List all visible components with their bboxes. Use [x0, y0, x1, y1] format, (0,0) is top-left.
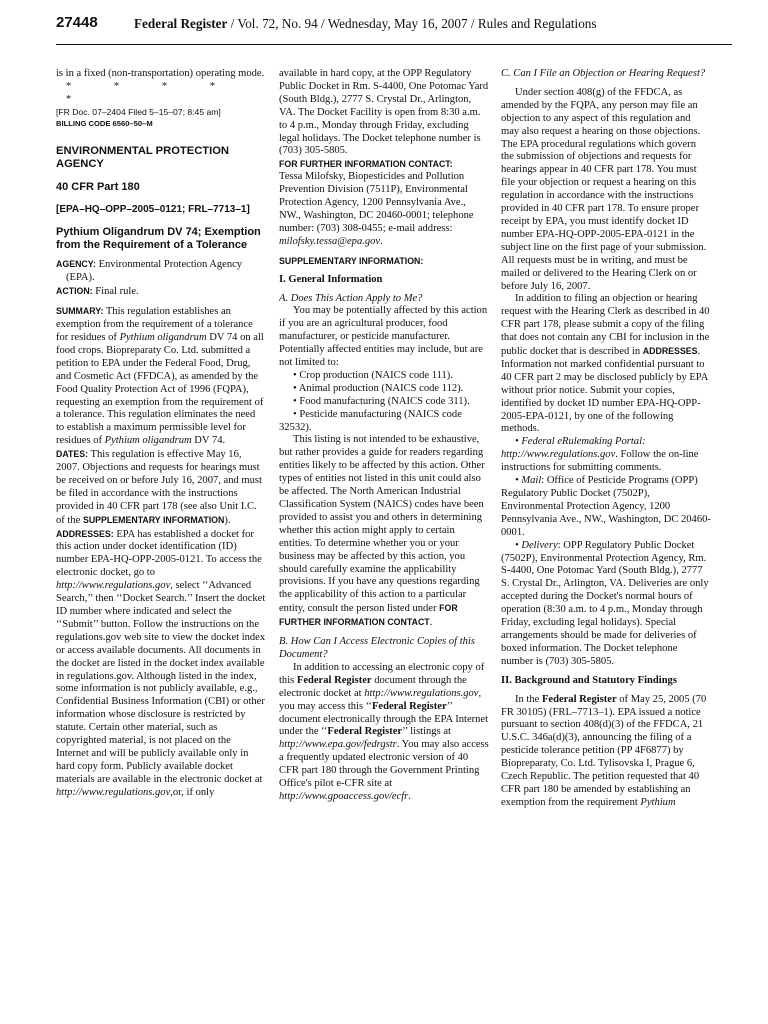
paragraph-text: of May 25, 2005 (70 FR 30105) (FRL–7713–1). EPA issued a notice pursuant to section 408(d)(3) of the FFDCA, 21 U.S.C. 346a(d)(3), announcing the filing of a pesticide tolerance petition (PP 4F6877) by Biopreparaty, Co. Ltd. Tylisovska I, Prague 6, Czech Republic. The petition requested that 40 CFR part 180 be amended by establishing an exemption from the requirement	[501, 693, 707, 808]
addresses-text: ,or, if only	[170, 786, 215, 798]
paragraph-text: .	[408, 790, 411, 802]
action-text: Final rule.	[95, 286, 139, 298]
paragraph-text: .	[429, 617, 433, 629]
publication-name: Federal Register	[296, 674, 372, 686]
section-heading: II. Background and Statutory Findings	[501, 674, 677, 686]
ellipsis-stars: * * * * *	[66, 80, 236, 105]
bullet-item: • Crop production (NAICS code 111).	[293, 369, 453, 381]
url-link[interactable]: http://www.regulations.gov	[501, 449, 616, 461]
subsection-heading: A. Does This Action Apply to Me?	[279, 292, 423, 304]
paragraph: You may be potentially affected by this action if you are an agricultural producer, food manufacturer, or pesticide manufacturer. Potentially affected entities may include, but are not limited to:	[279, 305, 488, 369]
method-item	[501, 436, 711, 475]
summary	[56, 305, 266, 448]
cfr-part: 40 CFR Part 180	[56, 180, 140, 193]
method-text: : Office of Pesticide Programs (OPP) Regulatory Public Docket (7502P), Environmental Protection Agency, 1200 Pennsylvania Ave., NW., Washington, DC 20460-0001.	[501, 475, 711, 538]
agency-field	[56, 258, 266, 285]
method-text: . Follow the on-line instructions for submitting comments.	[501, 449, 699, 474]
summary-label: SUMMARY:	[56, 306, 104, 317]
paragraph	[279, 662, 489, 804]
section-heading: I. General Information	[279, 273, 383, 285]
supplementary-label: SUPPLEMENTARY INFORMATION:	[279, 255, 424, 266]
summary-text: This regulation establishes an exemption from the requirement of a tolerance for residues of	[56, 306, 253, 343]
email-link[interactable]: milofsky.tessa@epa.gov	[279, 235, 381, 247]
summary-text: DV 74 on all food crops. Biopreparaty Co. Ltd. submitted a petition to EPA under the Federal Food, Drug, and Cosmetic Act (FFDCA), as amended by the Food Quality Protection Act of 1996 (FQPA), requesting an exemption from the requirement of a tolerance. This regulation eliminates the need to establish a maximum permissible level for residues of	[56, 331, 264, 447]
agency-text: Environmental Protection Agency (EPA).	[66, 259, 243, 284]
paragraph	[501, 293, 711, 436]
action-label: ACTION:	[56, 286, 93, 297]
billing-code: BILLING CODE 6560–50–M	[56, 118, 153, 128]
url-link[interactable]: http://www.epa.gov/fedrgstr	[279, 739, 397, 751]
bullet-item: • Food manufacturing (NAICS code 311).	[293, 395, 470, 407]
paragraph-text: , you may access this ‘‘	[279, 687, 482, 712]
addresses	[56, 528, 266, 800]
dates-label: DATES:	[56, 449, 89, 460]
url-link[interactable]: http://www.gpoaccess.gov/ecfr	[279, 790, 409, 802]
paragraph-text: This listing is not intended to be exhaustive, but rather provides a guide for readers regarding entities likely to be affected by this action. Other types of entities not listed in this unit could also be affected. The North American Industrial Classification System (NAICS) codes have been provided to assist you and others in determining whether this action might apply to certain entities. To determine whether you or your business may be affected by this action, you should carefully examine the applicability provisions. If you have any questions regarding the applicability of this action to a particular entity, consult the person listed under	[279, 434, 485, 615]
addresses-text: , select ‘‘Advanced Search,’’ then ‘‘Docket Search.’’ Insert the docket ID number where indicated and select the ‘‘Submit’’ button. Follow the instructions on the regulations.gov web site to view the docket index or access available documents. All documents in the docket are listed in the docket index available in regulations.gov. Although listed in the index, some information is not publicly available, e.g., Confidential Business Information (CBI) or other information whose disclosure is restricted by statute. Certain other material, such as copyrighted material, is not placed on the Internet and will be publicly available only in hard copy form. Publicly available docket materials are available in the electronic docket at	[56, 580, 266, 785]
url-link[interactable]: http://www.regulations.gov	[364, 687, 479, 699]
fr-doc-line: [FR Doc. 07–2404 Filed 5–15–07; 8:45 am]	[56, 106, 221, 117]
method-label: • Delivery	[515, 539, 558, 551]
publication-name: Federal Register	[327, 726, 403, 738]
paragraph: Under section 408(g) of the FFDCA, as amended by the FQPA, any person may file an objection to any aspect of this regulation and may also request a hearing on those objections. The EPA procedural regulations which govern the submission of objections and requests for hearings appear in 40 CFR part 178. You must file your objection or request a hearing on this regulation in accordance with the instructions provided in 40 CFR part 178. To ensure proper receipt by EPA, you must identify docket ID number EPA-HQ-OPP-2005-EPA-0121 in the subject line on the first page of your submission. All requests must be in writing, and must be mailed or delivered to the Hearing Clerk on or before July 16, 2007.	[501, 86, 707, 292]
addresses-text: EPA has established a docket for this action under docket identification (ID) number EPA-HQ-OPP-2005-0121. To access the electronic docket, go to	[56, 528, 262, 579]
paragraph-text: . Information not marked confidential pursuant to 40 CFR part 2 may be disclosed publicly by EPA without prior notice. Submit your copies, identified by docket ID number EPA-HQ-OPP-2005-EPA-0121, by one of the following methods.	[501, 346, 708, 435]
species-name: Pythium	[640, 796, 676, 808]
paragraph-text: In addition to accessing an electronic copy of this	[279, 661, 485, 686]
contact-text: Tessa Milofsky, Biopesticides and Pollution Prevention Division (7511P), Environmental Protection Agency, 1200 Pennsylvania Ave., NW., Washington, DC 20460-0001; telephone number: (703) 308-0455; e-mail address: milofsky.tessa@epa.gov.	[279, 171, 474, 247]
paragraph	[501, 694, 711, 810]
contact-details: Tessa Milofsky, Biopesticides and Pollution Prevention Division (7511P), Environmental Protection Agency, 1200 Pennsylvania Ave., NW., Washington, DC 20460-0001; telephone number: (703) 308-0455; e-mail address:	[279, 171, 474, 234]
column-1	[56, 68, 266, 1018]
dates	[56, 448, 266, 527]
method-text: : OPP Regulatory Public Docket (7502P), Environmental Protection Agency, Rm. S-4400, One Potomac Yard (South Bldg.), 2777 S. Crystal Dr., Arlington, VA. Deliveries are only accepted during the Docket's normal hours of operation (8:30 a.m. to 4 p.m., Monday through Friday, excluding legal holidays). Special arrangements should be made for deliveries of boxed information. The Docket telephone number is (703) 305-5805.	[501, 539, 709, 667]
docket-number: [EPA–HQ–OPP–2005–0121; FRL–7713–1]	[56, 203, 250, 215]
method-label: • Mail	[515, 475, 542, 487]
addresses-label: ADDRESSES:	[56, 528, 114, 539]
publication-name: Federal Register	[134, 16, 228, 31]
url-link[interactable]: http://www.regulations.gov	[56, 580, 171, 592]
running-head	[134, 16, 597, 32]
publication-name: Federal Register	[371, 700, 447, 712]
method-item	[501, 475, 711, 540]
column-2	[279, 68, 489, 1018]
paragraph-text: . You may also access a frequently updated electronic version of 40 CFR part 180 through the Government Printing Office's pilot e-CFR site at	[279, 739, 489, 790]
cross-reference: FOR FURTHER INFORMATION CONTACT	[279, 603, 458, 628]
summary-text: DV 74.	[194, 435, 226, 447]
subsection-heading: B. How Can I Access Electronic Copies of this Document?	[279, 636, 475, 660]
paragraph: is in a fixed (non-transportation) operating mode.	[56, 68, 265, 79]
species-name: Pythium oligandrum	[119, 331, 207, 343]
paragraph-text: In the	[515, 693, 540, 705]
publication-name: Federal Register	[541, 693, 617, 705]
dates-text: ).	[224, 514, 231, 526]
paragraph-text: document through the electronic docket at	[279, 674, 467, 699]
agency-label: AGENCY:	[56, 259, 96, 270]
method-item	[501, 540, 711, 669]
cross-reference: ADDRESSES	[642, 346, 698, 357]
page-number: 27448	[56, 14, 98, 31]
running-header	[56, 8, 732, 45]
contact-label: FOR FURTHER INFORMATION CONTACT:	[279, 159, 453, 170]
action-field	[56, 285, 266, 299]
species-name: Pythium oligandrum	[104, 435, 192, 447]
paragraph-text: In addition to filing an objection or hearing request with the Hearing Clerk as described in 40 CFR part 178, please submit a copy of the filing that does not contain any CBI for inclusion in the public docket that is described in	[501, 293, 710, 358]
bullet-item: • Pesticide manufacturing (NAICS code 32532).	[279, 408, 462, 433]
paragraph: available in hard copy, at the OPP Regulatory Public Docket in Rm. S-4400, One Potomac Yard (South Bldg.), 2777 S. Crystal Dr., Arlington, VA. The Docket Facility is open from 8:30 a.m. to 4 p.m., Monday through Friday, excluding legal holidays. The Docket telephone number is (703) 305-5805.	[279, 68, 489, 157]
rule-title: Pythium Oligandrum DV 74; Exemption from the Requirement of a Tolerance	[56, 226, 261, 252]
issue-info: / Vol. 72, No. 94 / Wednesday, May 16, 2007 / Rules and Regulations	[227, 16, 597, 31]
paragraph	[279, 434, 489, 630]
cross-reference: SUPPLEMENTARY INFORMATION	[82, 514, 225, 525]
method-label: • Federal eRulemaking Portal:	[515, 436, 646, 448]
agency-heading: ENVIRONMENTAL PROTECTION AGENCY	[56, 144, 229, 170]
bullet-item: • Animal production (NAICS code 112).	[293, 382, 464, 394]
dates-text: This regulation is effective May 16, 2007. Objections and requests for hearings must be received on or before July 16, 2007, and must be filed in accordance with the instructions provided in 40 CFR part 178 (see also Unit I.C. of the	[56, 449, 262, 526]
subsection-heading: C. Can I File an Objection or Hearing Request?	[501, 68, 706, 79]
url-link[interactable]: http://www.regulations.gov	[56, 786, 171, 798]
paragraph-text: ’’ document electronically through the EPA Internet under the ‘‘	[279, 700, 489, 738]
column-3	[501, 68, 711, 1018]
paragraph-text: ’’ listings at	[402, 726, 451, 738]
